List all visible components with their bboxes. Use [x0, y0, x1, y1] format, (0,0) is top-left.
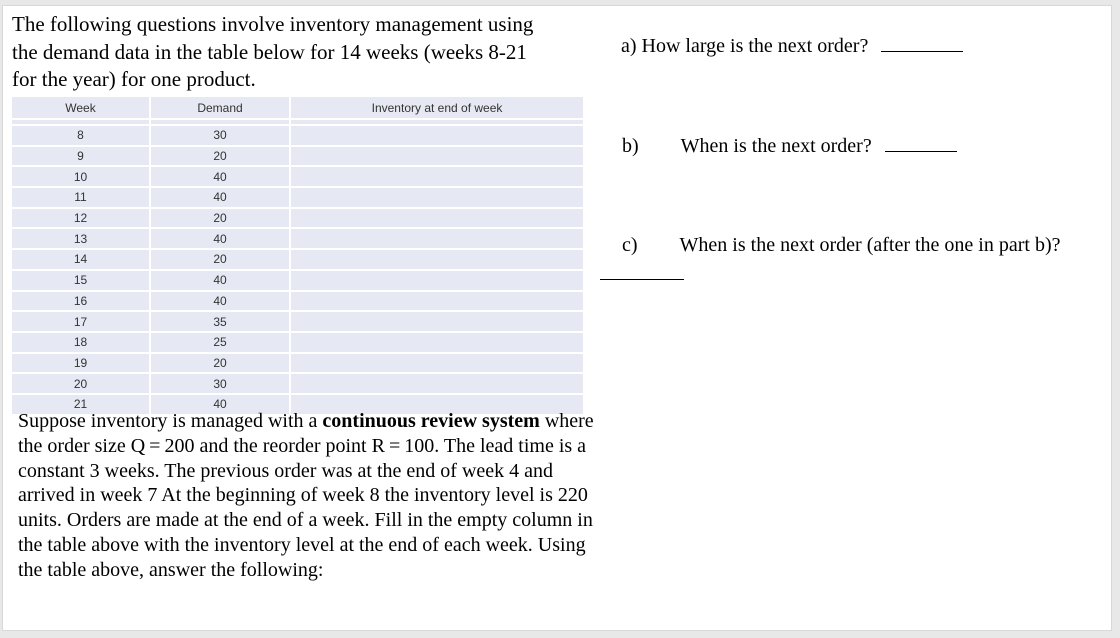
- question-c-label: c): [622, 234, 638, 256]
- paragraph-part1: Suppose inventory is managed with a: [18, 410, 323, 432]
- demand-cell: 40: [150, 291, 290, 312]
- demand-cell: 25: [150, 332, 290, 353]
- inventory-cell[interactable]: [290, 228, 584, 249]
- table-row: [12, 187, 584, 208]
- table-row: [12, 332, 584, 353]
- demand-cell: 40: [150, 228, 290, 249]
- table-body: [12, 125, 584, 415]
- table-row: [12, 291, 584, 312]
- question-c: [622, 233, 1061, 257]
- demand-cell: 30: [150, 373, 290, 394]
- inventory-cell[interactable]: [290, 353, 584, 374]
- inventory-cell[interactable]: [290, 208, 584, 229]
- week-cell: 16: [12, 291, 150, 312]
- answer-a-blank[interactable]: [881, 33, 963, 52]
- inventory-cell[interactable]: [290, 373, 584, 394]
- inventory-table: [12, 97, 585, 416]
- intro-text: The following questions involve inventory management using the demand data in the table below for 14 weeks (weeks 8-21 for the year) for one product.: [12, 12, 534, 91]
- inventory-cell[interactable]: [290, 249, 584, 270]
- week-cell: 18: [12, 332, 150, 353]
- header-demand: Demand: [150, 97, 290, 119]
- demand-cell: 30: [150, 125, 290, 146]
- week-cell: 15: [12, 270, 150, 291]
- demand-cell: 40: [150, 394, 290, 415]
- header-week: Week: [12, 97, 150, 119]
- inventory-cell[interactable]: [290, 270, 584, 291]
- inventory-cell[interactable]: [290, 146, 584, 167]
- answer-c-blank[interactable]: [600, 261, 684, 280]
- week-cell: 14: [12, 249, 150, 270]
- demand-cell: 40: [150, 270, 290, 291]
- problem-paragraph: [18, 409, 608, 583]
- demand-cell: 20: [150, 249, 290, 270]
- table-row: [12, 311, 584, 332]
- demand-cell: 40: [150, 166, 290, 187]
- week-cell: 11: [12, 187, 150, 208]
- week-cell: 12: [12, 208, 150, 229]
- week-cell: 17: [12, 311, 150, 332]
- demand-cell: 35: [150, 311, 290, 332]
- demand-cell: 20: [150, 208, 290, 229]
- demand-cell: 40: [150, 187, 290, 208]
- question-a: [621, 33, 963, 58]
- week-cell: 9: [12, 146, 150, 167]
- table-row: [12, 146, 584, 167]
- table-row: [12, 166, 584, 187]
- table-row: [12, 208, 584, 229]
- demand-cell: 20: [150, 353, 290, 374]
- inventory-cell[interactable]: [290, 125, 584, 146]
- table-row: [12, 270, 584, 291]
- answer-b-blank[interactable]: [885, 133, 957, 152]
- week-cell: 21: [12, 394, 150, 415]
- inventory-cell[interactable]: [290, 332, 584, 353]
- demand-cell: 20: [150, 146, 290, 167]
- table-row: [12, 249, 584, 270]
- question-b-label: b): [622, 135, 639, 157]
- header-inventory: Inventory at end of week: [290, 97, 584, 119]
- week-cell: 13: [12, 228, 150, 249]
- table-header-row: [12, 97, 584, 119]
- table-row: [12, 125, 584, 146]
- table-row: [12, 228, 584, 249]
- table-row: [12, 353, 584, 374]
- paragraph-part2: where the order size Q = 200 and the reorder point R = 100. The lead time is a constant 3 weeks. The previous order was at the end of week 4 and arrived in week 7 At the beginning of week 8 the inventory level is 220 units. Orders are made at the end of a week. Fill in the empty column in the table above with the inventory level at the end of each week. Using the table above, answer the following:: [18, 410, 594, 581]
- question-b-text: When is the next order?: [680, 135, 872, 157]
- inventory-cell[interactable]: [290, 166, 584, 187]
- question-a-text: a) How large is the next order?: [621, 35, 869, 57]
- inventory-cell[interactable]: [290, 291, 584, 312]
- week-cell: 19: [12, 353, 150, 374]
- week-cell: 20: [12, 373, 150, 394]
- question-c-text: When is the next order (after the one in part b)?: [679, 234, 1061, 256]
- inventory-cell[interactable]: [290, 187, 584, 208]
- question-b: [622, 133, 957, 158]
- paragraph-bold: continuous review system: [322, 410, 540, 432]
- table-row: [12, 373, 584, 394]
- week-cell: 10: [12, 166, 150, 187]
- document-page: [2, 5, 1112, 631]
- week-cell: 8: [12, 125, 150, 146]
- inventory-cell[interactable]: [290, 311, 584, 332]
